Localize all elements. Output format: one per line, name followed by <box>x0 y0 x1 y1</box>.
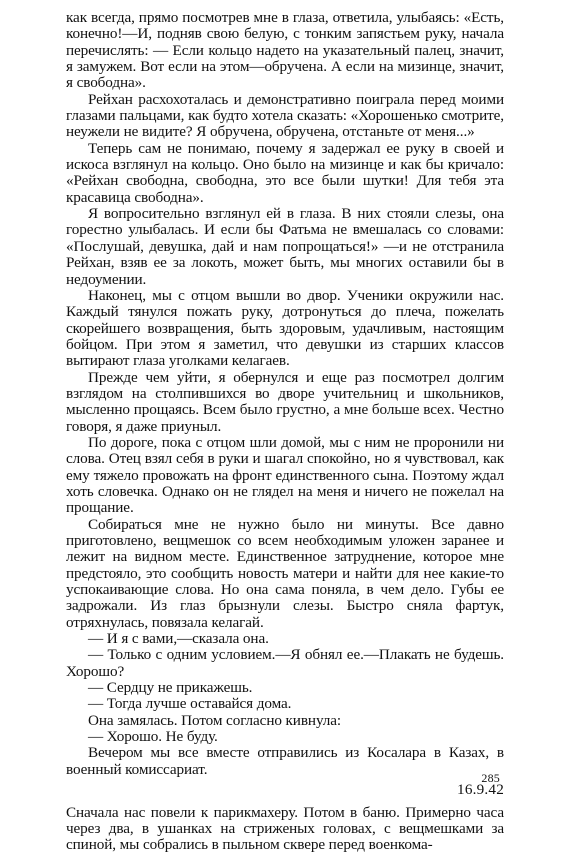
paragraph-3: Теперь сам не понимаю, почему я задержал ее руку в своей и искоса взглянул на кольцо. Оно было на мизинце и как бы кричало: «Рейхан свободна, свободна, это все были шутки! Для тебя эта красавица свободна». <box>66 139 504 206</box>
dialogue-line-4: — Тогда лучше оставайся дома. <box>88 695 292 713</box>
paragraph-10: Вечером мы все вместе отправились из Косалара в Казах, в военный комиссариат. <box>66 744 504 778</box>
paragraph-8: Собираться мне не нужно было ни минуты. Все давно приготовлено, вещмешок со всем необходимым уложен заранее и лежит на видном месте. Единственное затруднение, которое мне предстояло, это сообщить новость матери и найти для нее какие-то успокаивающие слова. Но она сама поняла, в чем дело. Губы ее задрожали. Из глаз брызнули слезы. Быстро сняла фартук, отряхнулась, повязала келагай. <box>66 515 504 631</box>
paragraph-5: Наконец, мы с отцом вышли во двор. Ученики окружили нас. Каждый тянулся пожать руку, дотронуться до плеча, пожелать скорейшего возвращения, быть здоровым, удачливым, настоящим бойцом. При этом я заметил, что девушки из старших классов вытирают глаза уголками келагаев. <box>66 286 504 370</box>
dialogue-line-3: — Сердцу не прикажешь. <box>88 679 253 697</box>
final-paragraph: Сначала нас повели к парикмахеру. Потом в баню. Примерно часа через два, в ушанках на стриженых головах, с вещмешками за спиной, мы собрались в пыльном сквере перед военкома- <box>66 803 504 854</box>
paragraph-7: По дороге, пока с отцом шли домой, мы с ним не проронили ни слова. Отец взял себя в руки и шагал спокойно, но я чувствовал, как ему тяжело провожать на фронт единственного сына. Поэтому ждал хоть словечка. Однако он не глядел на меня и ничего не пожелал на прощание. <box>66 433 504 517</box>
paragraph-1: как всегда, прямо посмотрев мне в глаза, ответила, улыбаясь: «Есть, конечно!—И, подняв свою белую, с тонким запястьем руку, начала перечислять: — Если кольцо надето на указательный палец, значит, я замужем. Вот если на этом—обручена. А если на мизинце, значит, я свободна». <box>66 9 504 92</box>
paragraph-4: Я вопросительно взглянул ей в глаза. В них стояли слезы, она горестно улыбалась. И если бы Фатьма не вмешалась со словами: «Послушай, девушка, дай и нам попрощаться!» —и не отстранила Рейхан, взяв ее за локоть, может быть, мы многих оставили бы в недоумении. <box>66 205 504 288</box>
dialogue-line-5: — Хорошо. Не буду. <box>88 728 218 746</box>
paragraph-2: Рейхан расхохоталась и демонстративно поиграла перед моими глазами пальцами, как будто хотела сказать: «Хорошенько смотрите, неужели не видите? Я обручена, обручена, отстаньте от меня...» <box>66 90 504 141</box>
diary-date: 16.9.42 <box>457 781 504 799</box>
paragraph-9: Она замялась. Потом согласно кивнула: <box>88 711 342 729</box>
dialogue-line-1: — И я с вами,—сказала она. <box>88 630 269 648</box>
page-text-block <box>66 10 504 854</box>
page-number: 285 <box>481 771 500 785</box>
dialogue-line-2: — Только с одним условием.—Я обнял ее.—Плакать не будешь. Хорошо? <box>66 646 504 680</box>
paragraph-6: Прежде чем уйти, я обернулся и еще раз посмотрел долгим взглядом на столпившихся во дворе учительниц и школьников, мысленно прощаясь. Всем было грустно, а мне больше всех. Честно говоря, я даже приуныл. <box>66 368 504 435</box>
